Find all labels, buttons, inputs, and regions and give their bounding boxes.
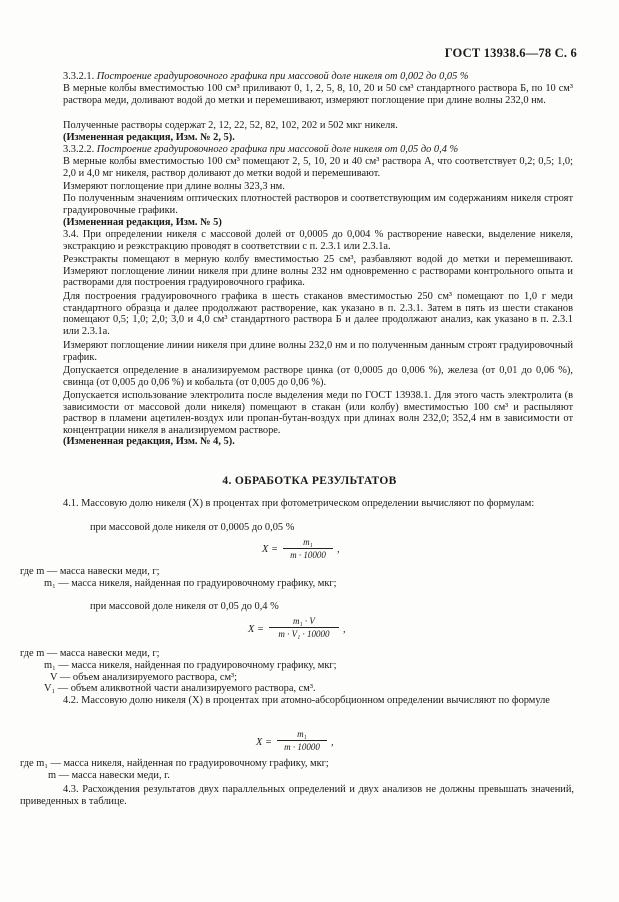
paragraph: Реэкстракты помещают в мерную колбу вместимостью 25 см³, разбавляют водой до метки и перемешивают. Измеряют поглощение линии никеля при длине волны 232 нм одновременно с растворами контрольного опыта и растворами для построения градуировочного графика. [63,254,573,289]
legend-line: V₁ — объем аликвотной части анализируемого раствора, см³. [44,683,316,695]
clause-3-4: 3.4. При определении никеля с массовой долей от 0,0005 до 0,004 % растворение навески, выделение никеля, экстракцию и реэкстракцию проводят в соответствии с п. 2.3.1 или 2.3.1а. [63,229,573,252]
legend-line: m₁ — масса никеля, найденная по градуировочному графику, мкг; [44,577,337,589]
paragraph: В мерные колбы вместимостью 100 см³ помещают 2, 5, 10, 20 и 40 см³ раствора А, что соответствует 0,2; 0,5; 1,0; 2,0 и 4,0 мг никеля, раствор доливают до метки водой и перемешивают. [63,156,573,179]
paragraph: В мерные колбы вместимостью 100 см³ приливают 0, 1, 2, 5, 8, 10, 20 и 50 см³ стандартного раствора Б, по 10 см³ раствора меди, доливают водой до метки и перемешивают, измеряют поглощение при длине волны 232,0 нм. [63,83,573,106]
formula-legend [20,648,580,695]
clause-number: 3.3.2.1. [63,71,95,82]
clause-4-1: 4.1. Массовую долю никеля (X) в процентах при фотометрическом определении вычисляют по формулам: [63,498,535,509]
amendment-note: (Измененная редакция, Изм. № 5) [63,217,222,228]
paragraph: Допускается определение в анализируемом растворе цинка (от 0,0005 до 0,006 %), железа (от 0,01 до 0,06 %), свинца (от 0,005 до 0,06 %) и кобальта (от 0,005 до 0,06 %). [63,365,573,388]
clause-3-3-2-1 [63,71,573,83]
formula-denominator: m · 10000 [290,550,326,560]
clause-3-3-2-2 [63,144,573,156]
formula-numerator: m₁ · V [269,616,339,628]
paragraph: По полученным значениям оптических плотностей растворов и соответствующим им содержаниям никеля строят градуировочные графики. [63,193,573,216]
formula-lhs: X = [256,737,272,748]
formula-legend [20,758,580,782]
paragraph: Для построения градуировочного графика в шесть стаканов вместимостью 250 см³ помещают по 1,0 г меди стандартного образца и далее продолжают растворение, как указано в п. 2.3.1. Затем в пять из шести стаканов помещают 0,5; 1,0; 2,0; 3,0 и 4,0 см³ стандартного раствора Б и далее продолжают анализ, как указано в п. 2.3.1 или 2.3.1а. [63,291,573,337]
clause-4-2: 4.2. Массовую долю никеля (X) в процентах при атомно-абсорбционном определении вычисляют по формуле [63,695,550,706]
formula-denominator: m · V₁ · 10000 [278,629,330,639]
formula-condition: при массовой доле никеля от 0,0005 до 0,05 % [90,522,295,533]
formula-legend [20,566,580,590]
formula-numerator: m₁ [277,729,327,741]
formula-tail: , [343,624,346,635]
formula-fraction [269,616,339,639]
formula-numerator: m₁ [283,537,333,549]
formula-condition: при массовой доле никеля от 0,05 до 0,4 % [90,601,279,612]
clause-title: Построение градуировочного графика при массовой доле никеля от 0,05 до 0,4 % [96,144,459,155]
paragraph: Полученные растворы содержат 2, 12, 22, 52, 82, 102, 202 и 502 мкг никеля. [63,120,398,131]
formula-denominator: m · 10000 [284,742,320,752]
formula-lhs: X = [262,544,278,555]
paragraph: Измеряют поглощение линии никеля при длине волны 232,0 нм и по полученным данным строят градуировочный график. [63,340,573,363]
formula-tail: , [337,544,340,555]
amendment-note: (Измененная редакция, Изм. № 4, 5). [63,436,235,447]
clause-4-3: 4.3. Расхождения результатов двух параллельных определений и двух анализов не должны превышать значений, приведенных в таблице. [20,784,574,807]
legend-line: m₁ — масса никеля, найденная по градуировочному графику, мкг; [44,659,337,671]
formula-fraction [277,729,327,752]
legend-line: где m — масса навески меди, г; [20,566,160,577]
clause-number: 3.3.2.2. [63,144,95,155]
formula-fraction [283,537,333,560]
legend-line: V — объем анализируемого раствора, см³; [50,671,238,683]
paragraph: Измеряют поглощение при длине волны 323,3 нм. [63,181,285,192]
section-title: 4. ОБРАБОТКА РЕЗУЛЬТАТОВ [222,475,397,487]
formula-tail: , [331,737,334,748]
paragraph: Допускается использование электролита после выделения меди по ГОСТ 13938.1. Для этого часть электролита (в зависимости от массовой доли никеля) помещают в стакан (или колбу) вместимостью 100 см³ и распыляют раствор в пламени ацетилен-воздух или пропан-бутан-воздух при длинах волн 232,0; 352,4 нм в зависимости от концентрации никеля в анализируемом растворе. [63,390,573,436]
formula-lhs: X = [248,624,264,635]
page-header: ГОСТ 13938.6—78 С. 6 [444,46,577,60]
amendment-note: (Измененная редакция, Изм. № 2, 5). [63,132,235,143]
legend-line: где m — масса навески меди, г; [20,648,160,659]
legend-line: m — масса навески меди, г. [48,769,170,781]
clause-title: Построение градуировочного графика при массовой доле никеля от 0,002 до 0,05 % [96,71,469,82]
legend-line: где m₁ — масса никеля, найденная по градуировочному графику, мкг; [20,758,329,769]
